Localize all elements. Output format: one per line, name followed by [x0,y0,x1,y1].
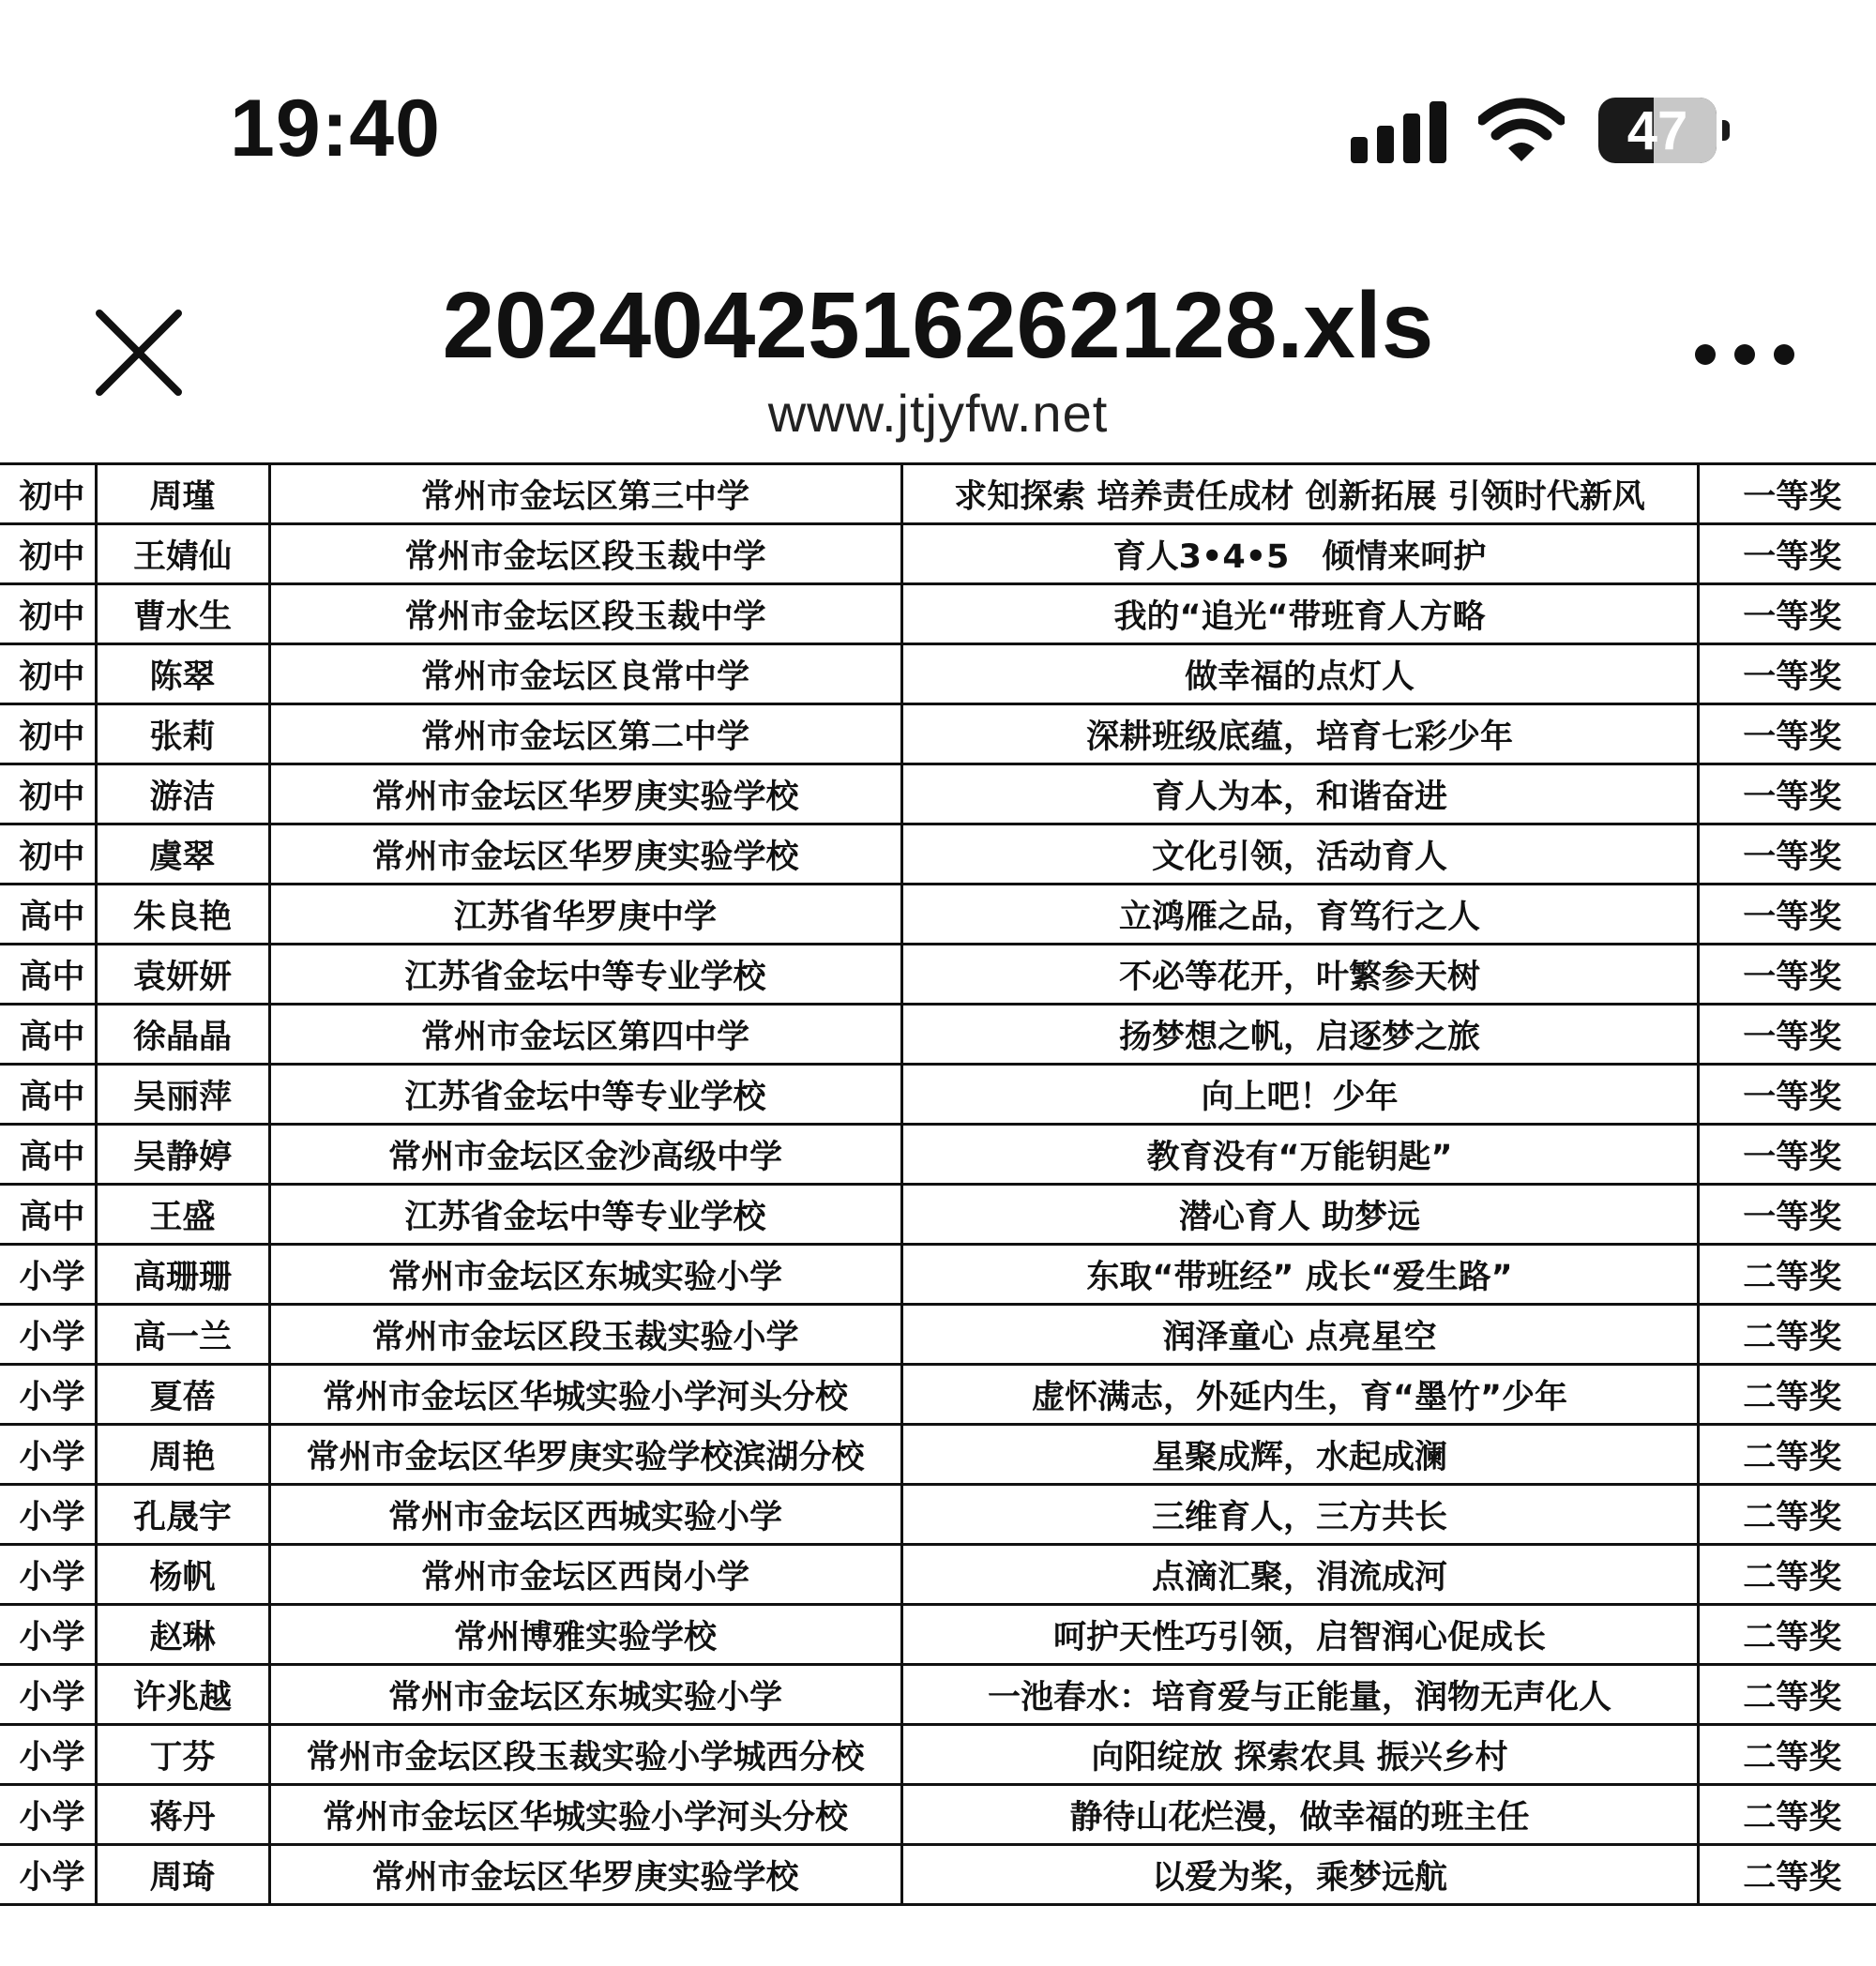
title-cell[interactable]: 三维育人，三方共长 [901,1485,1698,1545]
table-row[interactable] [0,1545,1876,1605]
name-cell[interactable]: 杨帆 [96,1545,269,1605]
award-cell[interactable]: 二等奖 [1698,1245,1876,1305]
level-text: 小学 [19,1438,85,1476]
status-time: 19:40 [230,83,441,174]
level-cell[interactable] [0,1665,96,1725]
award-cell[interactable]: 二等奖 [1698,1545,1876,1605]
table-row[interactable] [0,1125,1876,1185]
table-row[interactable] [0,764,1876,824]
level-cell[interactable] [0,1725,96,1785]
award-cell[interactable]: 一等奖 [1698,464,1876,524]
level-cell[interactable] [0,1125,96,1185]
table-row[interactable] [0,704,1876,764]
award-cell[interactable]: 一等奖 [1698,524,1876,584]
title-cell[interactable]: 深耕班级底蕴，培育七彩少年 [901,704,1698,764]
battery-cap [1722,120,1730,141]
level-text: 小学 [19,1378,85,1416]
title-cell[interactable]: 呵护天性巧引领，启智润心促成长 [901,1605,1698,1665]
name-cell[interactable]: 高一兰 [96,1305,269,1365]
level-text: 高中 [19,1138,85,1176]
level-cell[interactable] [0,524,96,584]
award-cell[interactable]: 一等奖 [1698,885,1876,945]
level-text: 初中 [19,838,85,876]
award-cell[interactable]: 一等奖 [1698,644,1876,704]
title-cell[interactable]: 立鸿雁之品，育笃行之人 [901,885,1698,945]
table-row[interactable] [0,1245,1876,1305]
signal-icon [1351,101,1448,163]
title-cell[interactable]: 点滴汇聚，涓流成河 [901,1545,1698,1605]
table-row[interactable] [0,1665,1876,1725]
level-cell[interactable] [0,1485,96,1545]
title-cell[interactable]: 东取“带班经” 成长“爱生路” [901,1245,1698,1305]
name-cell[interactable]: 王盛 [96,1185,269,1245]
table-row[interactable] [0,1005,1876,1065]
table-row[interactable] [0,1185,1876,1245]
award-cell[interactable]: 一等奖 [1698,945,1876,1005]
name-cell[interactable]: 夏蓓 [96,1365,269,1425]
level-cell[interactable] [0,764,96,824]
level-text: 初中 [19,477,85,516]
name-cell[interactable]: 高珊珊 [96,1245,269,1305]
spreadsheet-table [0,462,1876,1906]
level-cell[interactable] [0,945,96,1005]
viewer-header [0,234,1876,464]
table-row[interactable] [0,885,1876,945]
title-cell[interactable]: 虚怀满志，外延内生，育“墨竹”少年 [901,1365,1698,1425]
level-cell[interactable] [0,584,96,644]
table-row[interactable] [0,644,1876,704]
level-cell[interactable] [0,1845,96,1905]
level-text: 高中 [19,1078,85,1116]
name-cell[interactable]: 蒋丹 [96,1785,269,1845]
level-cell[interactable] [0,885,96,945]
level-cell[interactable] [0,464,96,524]
title-cell[interactable]: 文化引领，活动育人 [901,824,1698,885]
name-cell[interactable]: 吴丽萍 [96,1065,269,1125]
name-cell[interactable]: 虞翠 [96,824,269,885]
level-cell[interactable] [0,1365,96,1425]
school-cell[interactable]: 常州市金坛区西岗小学 [269,1545,901,1605]
school-cell[interactable]: 常州市金坛区段玉裁实验小学 [269,1305,901,1365]
school-cell[interactable]: 常州市金坛区良常中学 [269,644,901,704]
table-row[interactable] [0,464,1876,524]
file-title: 202404251626212​8.xls [442,273,1434,378]
award-cell[interactable]: 一等奖 [1698,704,1876,764]
level-text: 小学 [19,1318,85,1356]
award-cell[interactable]: 二等奖 [1698,1305,1876,1365]
more-icon[interactable] [1690,336,1799,373]
level-text: 初中 [19,778,85,816]
award-cell[interactable]: 二等奖 [1698,1425,1876,1485]
level-cell[interactable] [0,644,96,704]
level-text: 小学 [19,1798,85,1837]
name-cell[interactable]: 周艳 [96,1425,269,1485]
award-cell[interactable]: 一等奖 [1698,1065,1876,1125]
title-cell[interactable]: 润泽童心 点亮星空 [901,1305,1698,1365]
title-cell[interactable]: 教育没有“万能钥匙” [901,1125,1698,1185]
level-cell[interactable] [0,1785,96,1845]
level-cell[interactable] [0,824,96,885]
school-cell[interactable]: 常州博雅实验学校 [269,1605,901,1665]
level-text: 小学 [19,1678,85,1716]
table-row[interactable] [0,1305,1876,1365]
award-cell[interactable]: 二等奖 [1698,1485,1876,1545]
table-row[interactable] [0,824,1876,885]
level-text: 小学 [19,1858,85,1897]
title-cell[interactable]: 求知探索 培养责任成材 创新拓展 引领时代新风 [901,464,1698,524]
title-cell[interactable]: 扬梦想之帆，启逐梦之旅 [901,1005,1698,1065]
table-row[interactable] [0,1065,1876,1125]
school-cell[interactable]: 常州市金坛区华罗庚实验学校 [269,764,901,824]
name-cell[interactable]: 丁芬 [96,1725,269,1785]
title-cell[interactable]: 潜心育人 助梦远 [901,1185,1698,1245]
level-cell[interactable] [0,704,96,764]
school-cell[interactable]: 江苏省华罗庚中学 [269,885,901,945]
name-cell[interactable]: 陈翠 [96,644,269,704]
level-text: 高中 [19,898,85,936]
battery-icon [1598,98,1717,163]
level-cell[interactable] [0,1305,96,1365]
level-cell[interactable] [0,1065,96,1125]
level-cell[interactable] [0,1605,96,1665]
school-cell[interactable]: 常州市金坛区华城实验小学河头分校 [269,1365,901,1425]
watermark-url: www.jtjyfw.net [767,384,1109,443]
school-cell[interactable]: 常州市金坛区段玉裁中学 [269,584,901,644]
school-cell[interactable]: 常州市金坛区东城实验小学 [269,1245,901,1305]
level-text: 初中 [19,658,85,696]
title-cell[interactable]: 星聚成辉，水起成澜 [901,1425,1698,1485]
level-text: 初中 [19,597,85,636]
table-row[interactable] [0,1785,1876,1845]
name-cell[interactable]: 王婧仙 [96,524,269,584]
table-row[interactable] [0,584,1876,644]
award-cell[interactable]: 二等奖 [1698,1725,1876,1785]
award-cell[interactable]: 二等奖 [1698,1845,1876,1905]
school-cell[interactable]: 常州市金坛区西城实验小学 [269,1485,901,1545]
award-cell[interactable]: 二等奖 [1698,1605,1876,1665]
title-cell[interactable]: 一池春水：培育爱与正能量，润物无声化人 [901,1665,1698,1725]
table-row[interactable] [0,524,1876,584]
table-row[interactable] [0,945,1876,1005]
name-cell[interactable]: 徐晶晶 [96,1005,269,1065]
school-cell[interactable]: 常州市金坛区第二中学 [269,704,901,764]
battery-level: 47 [1626,99,1688,161]
award-cell[interactable]: 一等奖 [1698,584,1876,644]
table-row[interactable] [0,1485,1876,1545]
name-cell[interactable]: 周瑾 [96,464,269,524]
level-cell[interactable] [0,1545,96,1605]
award-cell[interactable]: 二等奖 [1698,1665,1876,1725]
award-cell[interactable]: 二等奖 [1698,1785,1876,1845]
name-cell[interactable]: 孔晟宇 [96,1485,269,1545]
level-text: 高中 [19,958,85,996]
school-cell[interactable]: 常州市金坛区华城实验小学河头分校 [269,1785,901,1845]
award-cell[interactable]: 二等奖 [1698,1365,1876,1425]
school-cell[interactable]: 常州市金坛区段玉裁中学 [269,524,901,584]
award-cell[interactable]: 一等奖 [1698,1125,1876,1185]
title-cell[interactable]: 做幸福的点灯人 [901,644,1698,704]
school-cell[interactable]: 常州市金坛区华罗庚实验学校 [269,824,901,885]
title-cell[interactable]: 向阳绽放 探索农具 振兴乡村 [901,1725,1698,1785]
school-cell[interactable]: 江苏省金坛中等专业学校 [269,1185,901,1245]
name-cell[interactable]: 吴静婷 [96,1125,269,1185]
level-text: 小学 [19,1258,85,1296]
level-text: 高中 [19,1198,85,1236]
school-cell[interactable]: 江苏省金坛中等专业学校 [269,945,901,1005]
table-row[interactable] [0,1845,1876,1905]
award-cell[interactable]: 一等奖 [1698,824,1876,885]
level-text: 小学 [19,1498,85,1536]
school-cell[interactable]: 常州市金坛区段玉裁实验小学城西分校 [269,1725,901,1785]
award-cell[interactable]: 一等奖 [1698,764,1876,824]
wifi-icon [1478,98,1565,163]
table-row[interactable] [0,1425,1876,1485]
award-cell[interactable]: 一等奖 [1698,1005,1876,1065]
level-cell[interactable] [0,1425,96,1485]
title-cell[interactable]: 以爱为桨，乘梦远航 [901,1845,1698,1905]
table-row[interactable] [0,1365,1876,1425]
name-cell[interactable]: 朱良艳 [96,885,269,945]
level-text: 高中 [19,1018,85,1056]
title-cell[interactable]: 育人为本，和谐奋进 [901,764,1698,824]
school-cell[interactable]: 常州市金坛区第四中学 [269,1005,901,1065]
table-row[interactable] [0,1605,1876,1665]
name-cell[interactable]: 张莉 [96,704,269,764]
title-cell[interactable]: 静待山花烂漫，做幸福的班主任 [901,1785,1698,1845]
title-cell[interactable]: 不必等花开，叶繁参天树 [901,945,1698,1005]
award-cell[interactable]: 一等奖 [1698,1185,1876,1245]
status-bar [0,0,1876,234]
school-cell[interactable]: 常州市金坛区华罗庚实验学校 [269,1845,901,1905]
level-text: 初中 [19,537,85,576]
name-cell[interactable]: 周琦 [96,1845,269,1905]
name-cell[interactable]: 赵琳 [96,1605,269,1665]
level-cell[interactable] [0,1005,96,1065]
title-cell[interactable]: 向上吧！少年 [901,1065,1698,1125]
table-row[interactable] [0,1725,1876,1785]
level-cell[interactable] [0,1185,96,1245]
level-text: 小学 [19,1738,85,1777]
name-cell[interactable]: 许兆越 [96,1665,269,1725]
level-cell[interactable] [0,1245,96,1305]
level-text: 小学 [19,1618,85,1656]
name-cell[interactable]: 袁妍妍 [96,945,269,1005]
school-cell[interactable]: 常州市金坛区华罗庚实验学校滨湖分校 [269,1425,901,1485]
school-cell[interactable]: 常州市金坛区金沙高级中学 [269,1125,901,1185]
title-cell[interactable]: 育人3•4•5 倾情来呵护 [901,524,1698,584]
level-text: 小学 [19,1558,85,1596]
title-cell[interactable]: 我的“追光“带班育人方略 [901,584,1698,644]
school-cell[interactable]: 常州市金坛区东城实验小学 [269,1665,901,1725]
level-text: 初中 [19,718,85,756]
school-cell[interactable]: 常州市金坛区第三中学 [269,464,901,524]
name-cell[interactable]: 游洁 [96,764,269,824]
school-cell[interactable]: 江苏省金坛中等专业学校 [269,1065,901,1125]
name-cell[interactable]: 曹水生 [96,584,269,644]
